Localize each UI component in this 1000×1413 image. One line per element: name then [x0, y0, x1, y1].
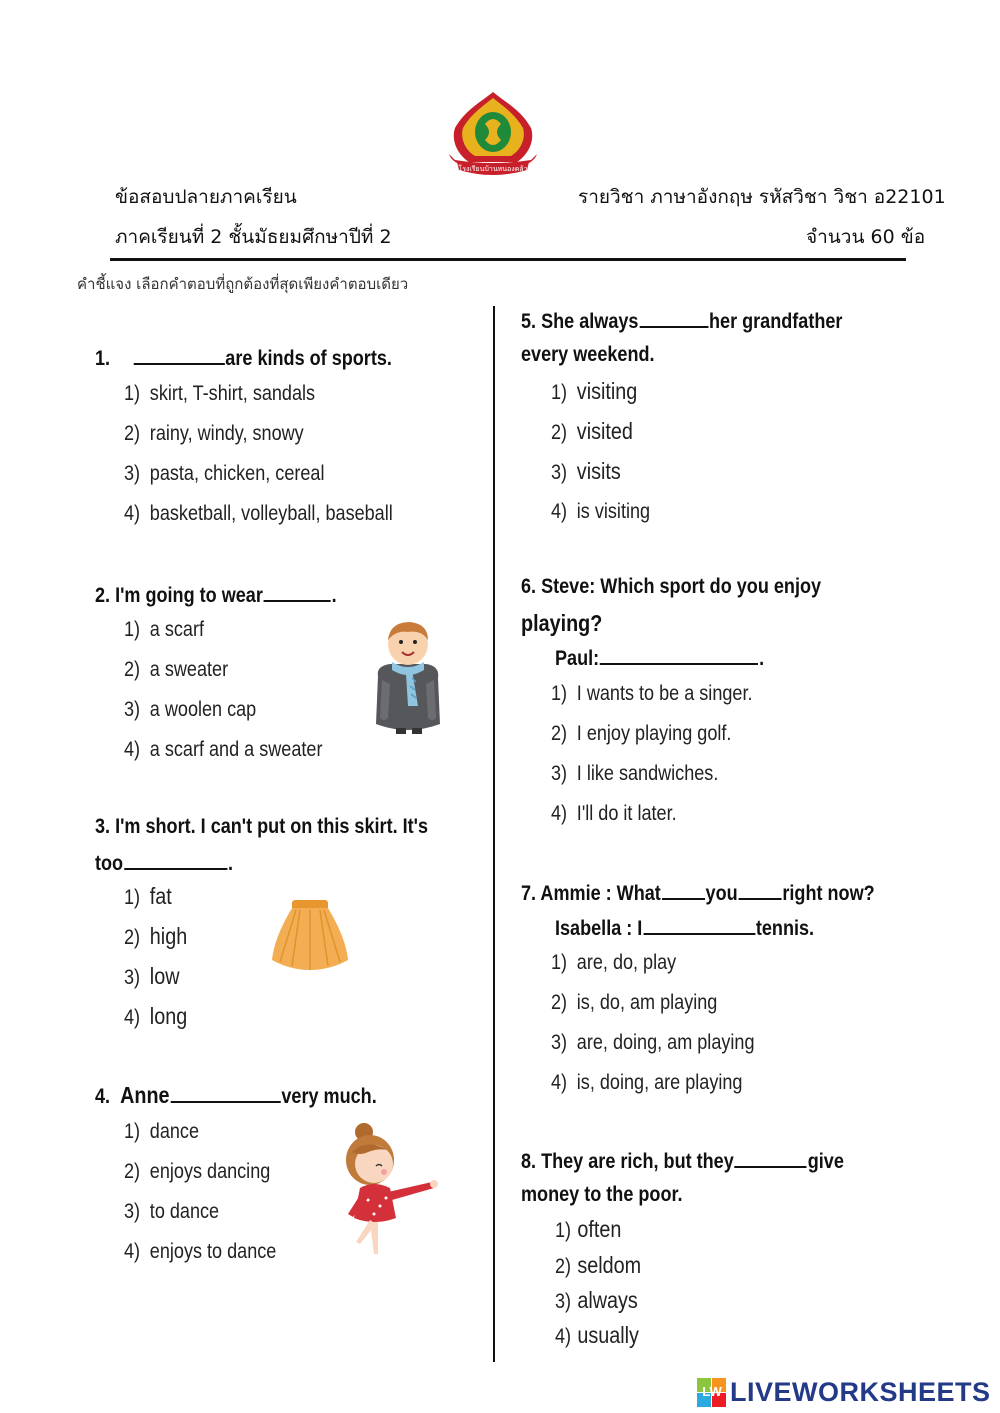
question-4: 4. Anne very much.: [95, 1082, 377, 1108]
q7-option-2[interactable]: 2) is, do, am playing: [551, 991, 718, 1014]
question-3-line-2: too .: [95, 852, 234, 875]
answer-blank: [133, 345, 224, 365]
q3-option-2[interactable]: 2) high: [124, 923, 188, 949]
question-6-line-3: Paul: .: [555, 647, 765, 670]
answer-blank: [643, 915, 755, 935]
seal-banner-text: โรงเรียนบ้านหนองคล้า: [458, 165, 528, 173]
q6-option-2[interactable]: 2) I enjoy playing golf.: [551, 722, 732, 745]
q2-option-4[interactable]: 4) a scarf and a sweater: [124, 738, 323, 761]
question-1-text: are kinds of sports.: [225, 347, 392, 370]
q4-option-1[interactable]: 1) dance: [124, 1120, 200, 1143]
q1-option-3[interactable]: 3) pasta, chicken, cereal: [124, 462, 325, 485]
school-seal-logo: [443, 88, 543, 180]
question-7-line-2: Isabella : I tennis.: [555, 917, 815, 940]
boy-in-scarf-illustration: [368, 618, 448, 736]
q7-option-1[interactable]: 1) are, do, play: [551, 951, 677, 974]
q8-option-2[interactable]: 2) seldom: [555, 1252, 642, 1278]
question-count: จำนวน 60 ข้อ: [806, 226, 926, 248]
q5-option-2[interactable]: 2) visited: [551, 418, 633, 444]
q5-option-3[interactable]: 3) visits: [551, 458, 621, 484]
q5-option-1[interactable]: 1) visiting: [551, 378, 638, 404]
q1-option-4[interactable]: 4) basketball, volleyball, baseball: [124, 502, 393, 525]
answer-blank: [662, 880, 705, 900]
question-8-line-1: 8. They are rich, but they give: [521, 1150, 844, 1173]
q6-option-1[interactable]: 1) I wants to be a singer.: [551, 682, 753, 705]
q4-option-4[interactable]: 4) enjoys to dance: [124, 1240, 277, 1263]
subject-code: รายวิชา ภาษาอังกฤษ รหัสวิชา วิชา อ22101: [578, 186, 946, 208]
question-3-line-1: 3. I'm short. I can't put on this skirt. It's: [95, 815, 428, 838]
q6-option-4[interactable]: 4) I'll do it later.: [551, 802, 677, 825]
answer-blank: [124, 850, 227, 870]
question-2: 2. I'm going to wear .: [95, 584, 337, 607]
instruction-text: คำชี้แจง เลือกคำตอบที่ถูกต้องที่สุดเพียงคำตอบเดียว: [77, 275, 409, 293]
answer-blank: [739, 880, 782, 900]
q6-option-3[interactable]: 3) I like sandwiches.: [551, 762, 719, 785]
answer-blank: [264, 582, 331, 602]
question-1: [95, 345, 392, 371]
q8-option-4[interactable]: 4) usually: [555, 1322, 639, 1348]
q7-option-3[interactable]: 3) are, doing, am playing: [551, 1031, 755, 1054]
q1-option-2[interactable]: 2) rainy, windy, snowy: [124, 422, 304, 445]
column-divider: [493, 306, 495, 1362]
dancing-girl-illustration: [340, 1122, 440, 1262]
q8-option-3[interactable]: 3) always: [555, 1287, 638, 1313]
question-6-line-1: 6. Steve: Which sport do you enjoy: [521, 575, 822, 598]
q1-option-1[interactable]: 1) skirt, T-shirt, sandals: [124, 382, 316, 405]
liveworksheets-logo[interactable]: LIVEWORKSHEETS: [730, 1377, 991, 1407]
skirt-illustration: [270, 898, 350, 972]
question-7-line-1: 7. Ammie : What you right now?: [521, 882, 875, 905]
exam-title: ข้อสอบปลายภาคเรียน: [115, 186, 297, 208]
q3-option-1[interactable]: 1) fat: [124, 883, 172, 909]
q3-option-4[interactable]: 4) long: [124, 1003, 188, 1029]
answer-blank: [600, 645, 758, 665]
question-1-number: 1.: [95, 347, 111, 370]
q7-option-4[interactable]: 4) is, doing, are playing: [551, 1071, 743, 1094]
answer-blank: [735, 1148, 807, 1168]
question-6-line-2: playing?: [521, 610, 603, 636]
q4-option-3[interactable]: 3) to dance: [124, 1200, 220, 1223]
q8-option-1[interactable]: 1) often: [555, 1216, 622, 1242]
answer-blank: [639, 308, 708, 328]
header-divider: [110, 258, 906, 261]
q2-option-3[interactable]: 3) a woolen cap: [124, 698, 257, 721]
semester-grade: ภาคเรียนที่ 2 ชั้นมัธยมศึกษาปีที่ 2: [115, 226, 392, 248]
question-5-line-1: 5. She always her grandfather: [521, 310, 843, 333]
q3-option-3[interactable]: 3) low: [124, 963, 180, 989]
q5-option-4[interactable]: 4) is visiting: [551, 500, 651, 523]
q2-option-1[interactable]: 1) a scarf: [124, 618, 205, 641]
liveworksheets-badge-icon: LW: [697, 1378, 727, 1408]
question-8-line-2: money to the poor.: [521, 1183, 683, 1206]
answer-blank: [170, 1083, 280, 1103]
q4-option-2[interactable]: 2) enjoys dancing: [124, 1160, 271, 1183]
q2-option-2[interactable]: 2) a sweater: [124, 658, 229, 681]
question-5-line-2: every weekend.: [521, 343, 655, 366]
